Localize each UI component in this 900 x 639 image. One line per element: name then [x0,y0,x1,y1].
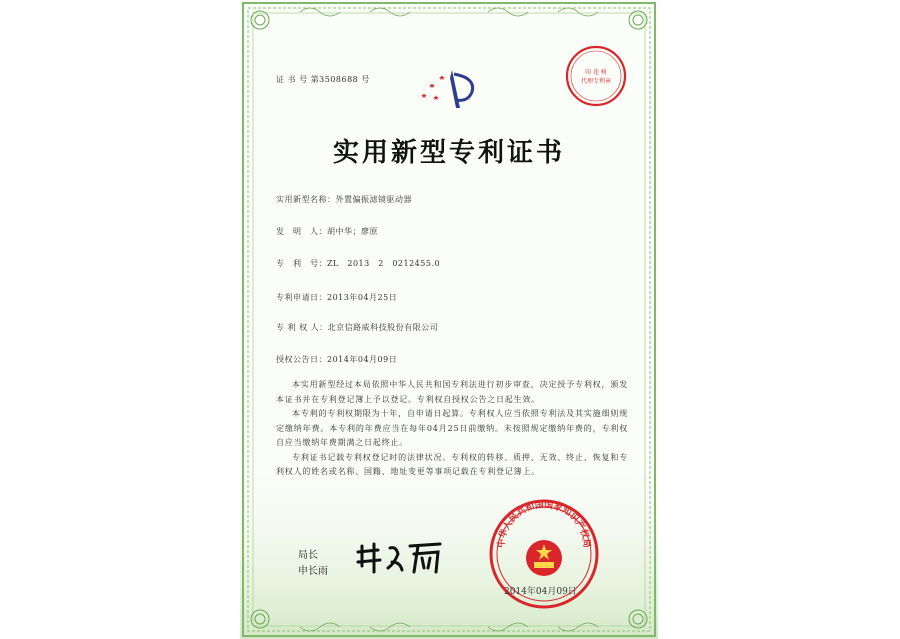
field-application-date [276,292,397,303]
field-value: 2014年04月09日 [327,355,398,364]
field-patentee [276,322,438,333]
sipo-logo-icon [412,64,484,114]
field-label: 授权公告日： [276,355,327,364]
paragraph: 本专利的专利权期限为十年，自申请日起算。专利权人应当依照专利法及其实施细则规定缴纳年费。本专利的年费应当在每年04月25日前缴纳。未按照规定缴纳年费的，专利权自应当缴纳年费期满之日起终止。 [276,409,628,447]
field-label: 专利申请日： [276,293,327,302]
field-patent-number [276,258,440,269]
certificate-title: 实用新型专利证书 [332,138,565,168]
field-value: 胡中华；廖原 [327,227,378,236]
field-label: 发 明 人： [276,227,327,236]
field-value: ZL 2013 2 0212455.0 [327,259,441,268]
svg-text:中华人民共和国国家知识产权局: 中华人民共和国国家知识产权局 [496,500,592,549]
field-inventors [276,226,378,237]
director-signature [352,534,448,584]
paragraph: 本实用新型经过本局依照中华人民共和国专利法进行初步审查，决定授予专利权，颁发本证书并在专利登记簿上予以登记。专利权自授权公告之日起生效。 [276,380,628,404]
seal-date: 2014年04月09日 [504,587,577,597]
svg-text:代理专利章: 代理专利章 [580,78,612,85]
field-name [276,194,412,205]
field-value: 北京信路威科技股份有限公司 [327,323,439,332]
agency-seal-icon [564,44,628,108]
field-value: 外置偏振滤镜驱动器 [335,195,412,204]
field-label: 专 利 权 人： [276,323,328,332]
certificate-body [276,378,628,480]
director-title: 局长 [298,550,318,561]
patent-certificate [240,0,658,639]
field-value: 2013年04月25日 [327,293,398,302]
svg-text:印 花 树: 印 花 树 [585,69,607,76]
certificate-number: 证 书 号 第3508688 号 [276,75,370,84]
field-label: 实用新型名称： [276,195,336,204]
paragraph: 专利证书记载专利权登记时的法律状况。专利权的转移、质押、无效、终止、恢复和专利权人的姓名或名称、国籍、地址变更等事项记载在专利登记簿上。 [276,452,628,476]
director-name: 申长雨 [298,566,328,577]
field-label: 专 利 号： [276,259,327,268]
field-grant-date [276,354,397,365]
